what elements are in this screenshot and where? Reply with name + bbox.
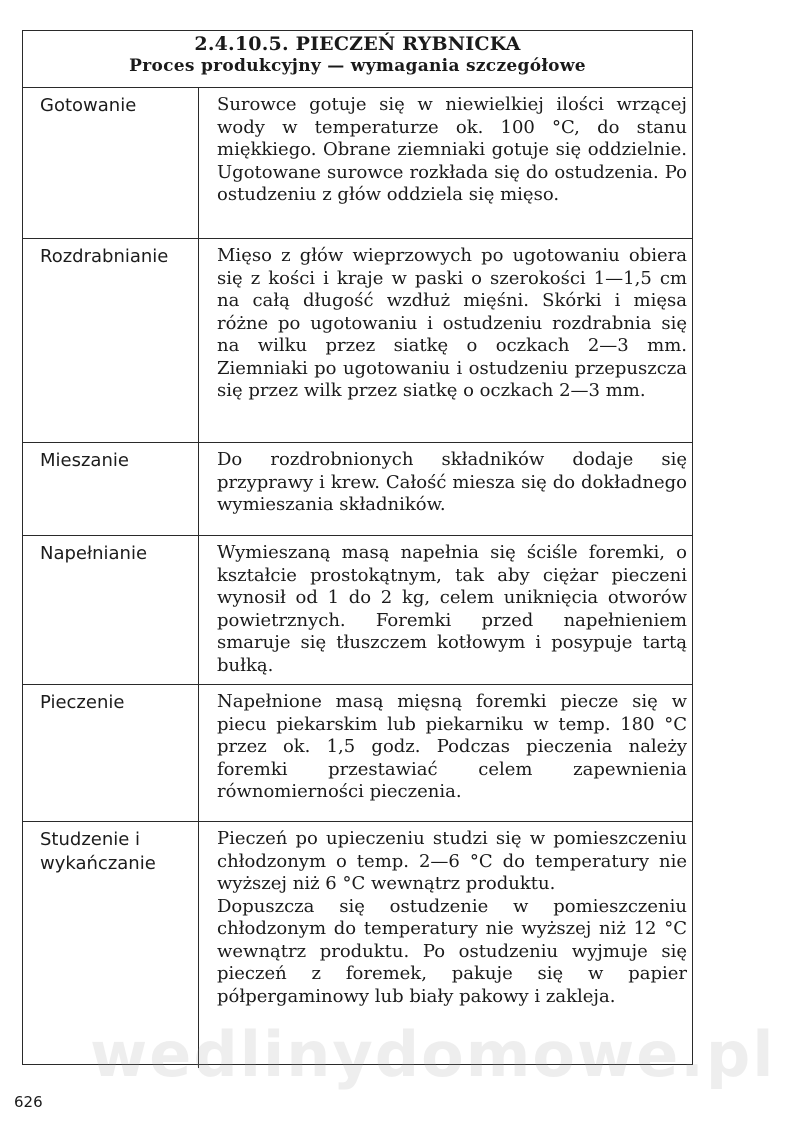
table-row [22,442,693,535]
row-label: Napełnianie [40,543,148,564]
row-text [198,536,693,684]
page-number: 626 [14,1093,43,1111]
row-text [198,822,693,1068]
row-label: Pieczenie [40,692,125,713]
row-text [198,443,693,535]
table-row [22,535,693,684]
title-block [22,30,693,88]
row-text [198,239,693,442]
document-subtitle: Proces produkcyjny — wymagania szczegółowe [129,56,586,76]
paragraph: Do rozdrobnionych składników dodaje się przyprawy i krew. Całość miesza się do dokładnego wymieszania składników. [217,449,687,515]
process-table [22,88,693,1068]
watermark: wedlinydomowe.pl [90,1018,776,1091]
row-label: Mieszanie [40,450,129,471]
table-row [22,238,693,442]
table-row [22,684,693,821]
document-title: 2.4.10.5. PIECZEŃ RYBNICKA [194,33,521,55]
paragraph: Mięso z głów wieprzowych po ugotowaniu obiera się z kości i kraje w paski o szerokości 1—1,5 cm na całą długość wzdłuż mięśni. Skórki i mięsa różne po ugotowaniu i ostudzeniu rozdrabnia się na wilku przez siatkę o oczkach 2—3 mm. Ziemniaki po ugotowaniu i ostudzeniu przepuszcza się przez wilk przez siatkę o oczkach 2—3 mm. [217,245,687,401]
row-text [198,685,693,821]
paragraph: Wymieszaną masą napełnia się ściśle foremki, o kształcie prostokątnym, tak aby ciężar pieczeni wynosił od 1 do 2 kg, celem uniknięcia otworów powietrznych. Foremki przed napełnieniem smaruje się tłuszczem kotłowym i posypuje tartą bułką. [217,542,687,676]
table-row [22,821,693,1068]
row-text [198,88,693,238]
row-label: Rozdrabnianie [40,246,169,267]
row-label: Studzenie i wykańczanie [40,829,156,874]
row-label: Gotowanie [40,95,137,116]
paragraph: Dopuszcza się ostudzenie w pomieszczeniu chłodzonym do temperatury nie wyższej niż 12 °C wewnątrz produktu. Po ostudzeniu wyjmuje się pieczeń z foremek, pakuje się w papier półpergaminowy lub biały pakowy i zakleja. [217,895,687,1007]
table-row [22,88,693,238]
paragraph: Surowce gotuje się w niewielkiej ilości wrzącej wody w temperaturze ok. 100 °C, do stanu miękkiego. Obrane ziemniaki gotuje się oddzielnie. Ugotowane surowce rozkłada się do ostudzenia. Po ostudzeniu z głów oddziela się mięso. [217,94,687,205]
paragraph: Pieczeń po upieczeniu studzi się w pomieszczeniu chłodzonym o temp. 2—6 °C do temperatury nie wyższej niż 6 °C wewnątrz produktu. [217,828,687,894]
paragraph: Napełnione masą mięsną foremki piecze się w piecu piekarskim lub piekarniku w temp. 180 °C przez ok. 1,5 godz. Podczas pieczenia należy foremki przestawiać celem zapewnienia równomierności pieczenia. [217,691,687,802]
